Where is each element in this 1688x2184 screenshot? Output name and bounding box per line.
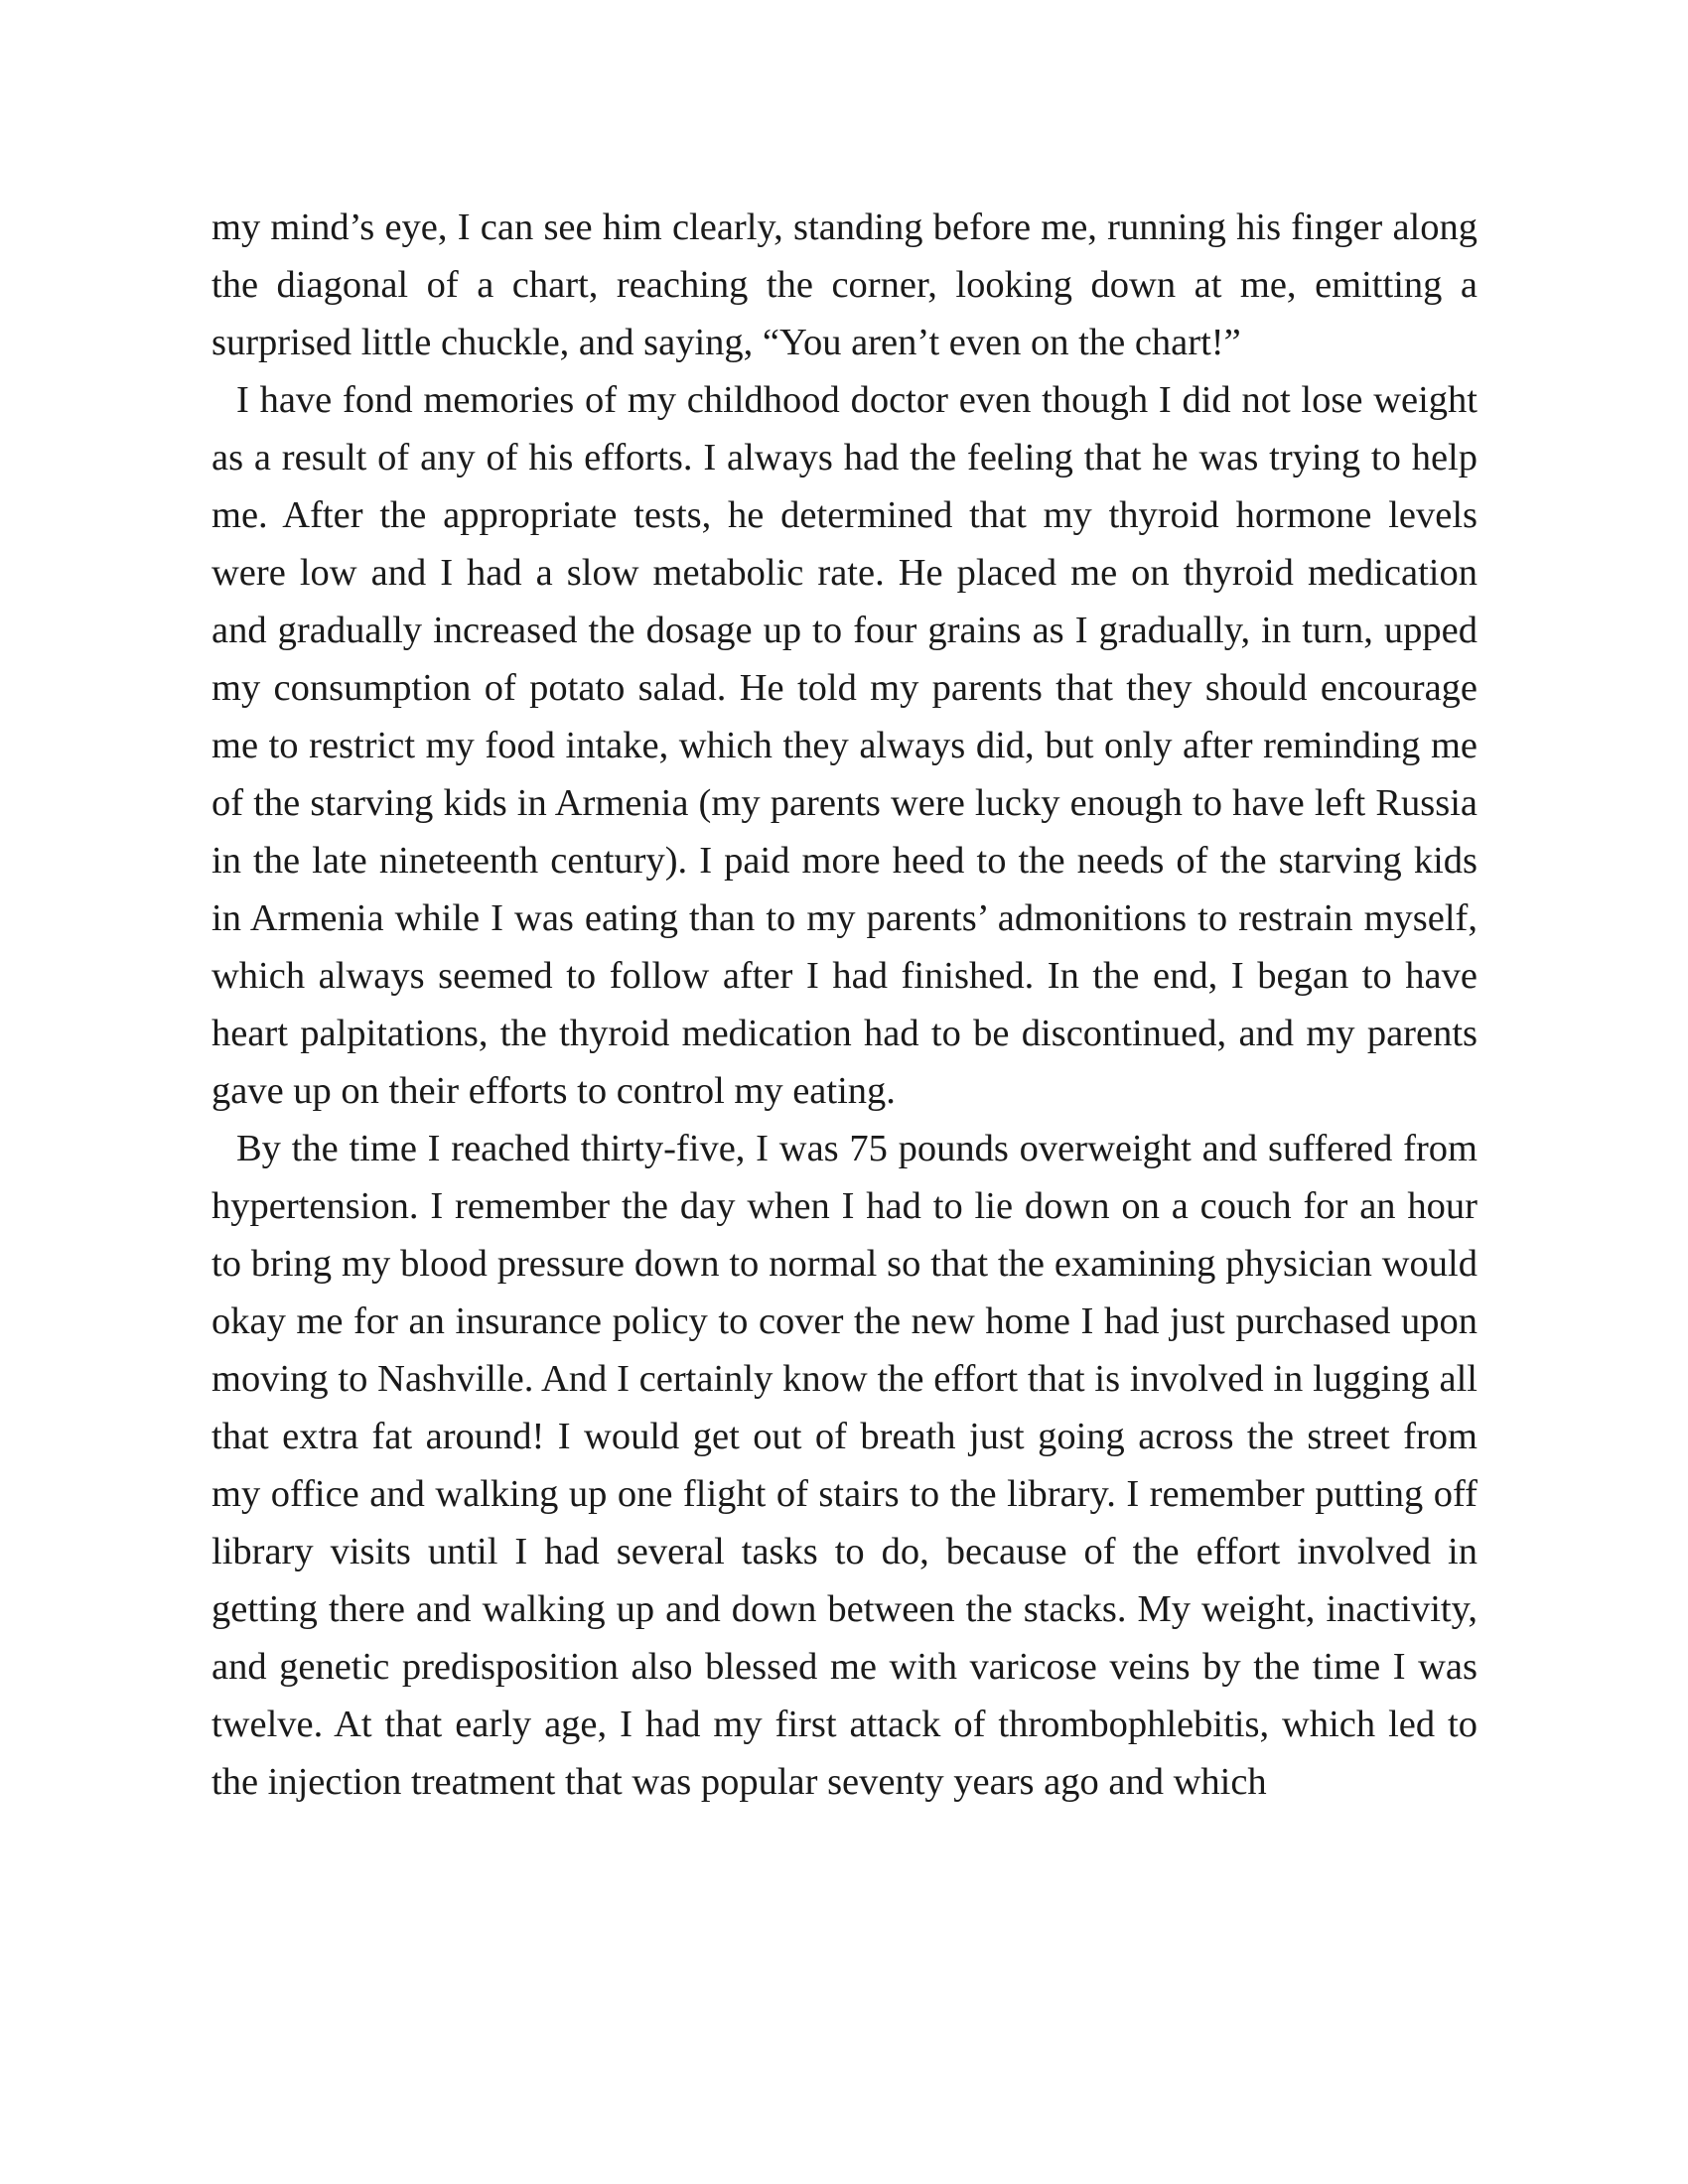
paragraph-childhood-doctor: I have fond memories of my childhood doctor even though I did not lose weight as a result of any of his efforts. I always had the feeling that he was trying to help me. After the appropriate tests, he determined that my thyroid hormone levels were low and I had a slow metabolic rate. He placed me on thyroid medication and gradually increased the dosage up to four grains as I gradually, in turn, upped my consumption of potato salad. He told my parents that they should encourage me to restrict my food intake, which they always did, but only after reminding me of the starving kids in Armenia (my parents were lucky enough to have left Russia in the late nineteenth century). I paid more heed to the needs of the starving kids in Armenia while I was eating than to my parents’ admonitions to restrain myself, which always seemed to follow after I had finished. In the end, I began to have heart palpitations, the thyroid medication had to be discontinued, and my parents gave up on their efforts to control my eating.	[211, 379, 1477, 1112]
paragraph-age-thirty-five: By the time I reached thirty-five, I was 75 pounds overweight and suffered from hypertension. I remember the day when I had to lie down on a couch for an hour to bring my blood pressure down to normal so that the examining physician would okay me for an insurance policy to cover the new home I had just purchased upon moving to Nashville. And I certainly know the effort that is involved in lugging all that extra fat around! I would get out of breath just going across the street from my office and walking up one flight of stairs to the library. I remember putting off library visits until I had several tasks to do, because of the effort involved in getting there and walking up and down between the stacks. My weight, inactivity, and genetic predisposition also blessed me with varicose veins by the time I was twelve. At that early age, I had my first attack of thrombophlebitis, which led to the injection treatment that was popular seventy years ago and which	[211, 1128, 1477, 1803]
paragraph-continuation: my mind’s eye, I can see him clearly, standing before me, running his finger along the diagonal of a chart, reaching the corner, looking down at me, emitting a surprised little chuckle, and saying, “You aren’t even on the chart!”	[211, 206, 1477, 363]
body-text	[211, 199, 1477, 1811]
